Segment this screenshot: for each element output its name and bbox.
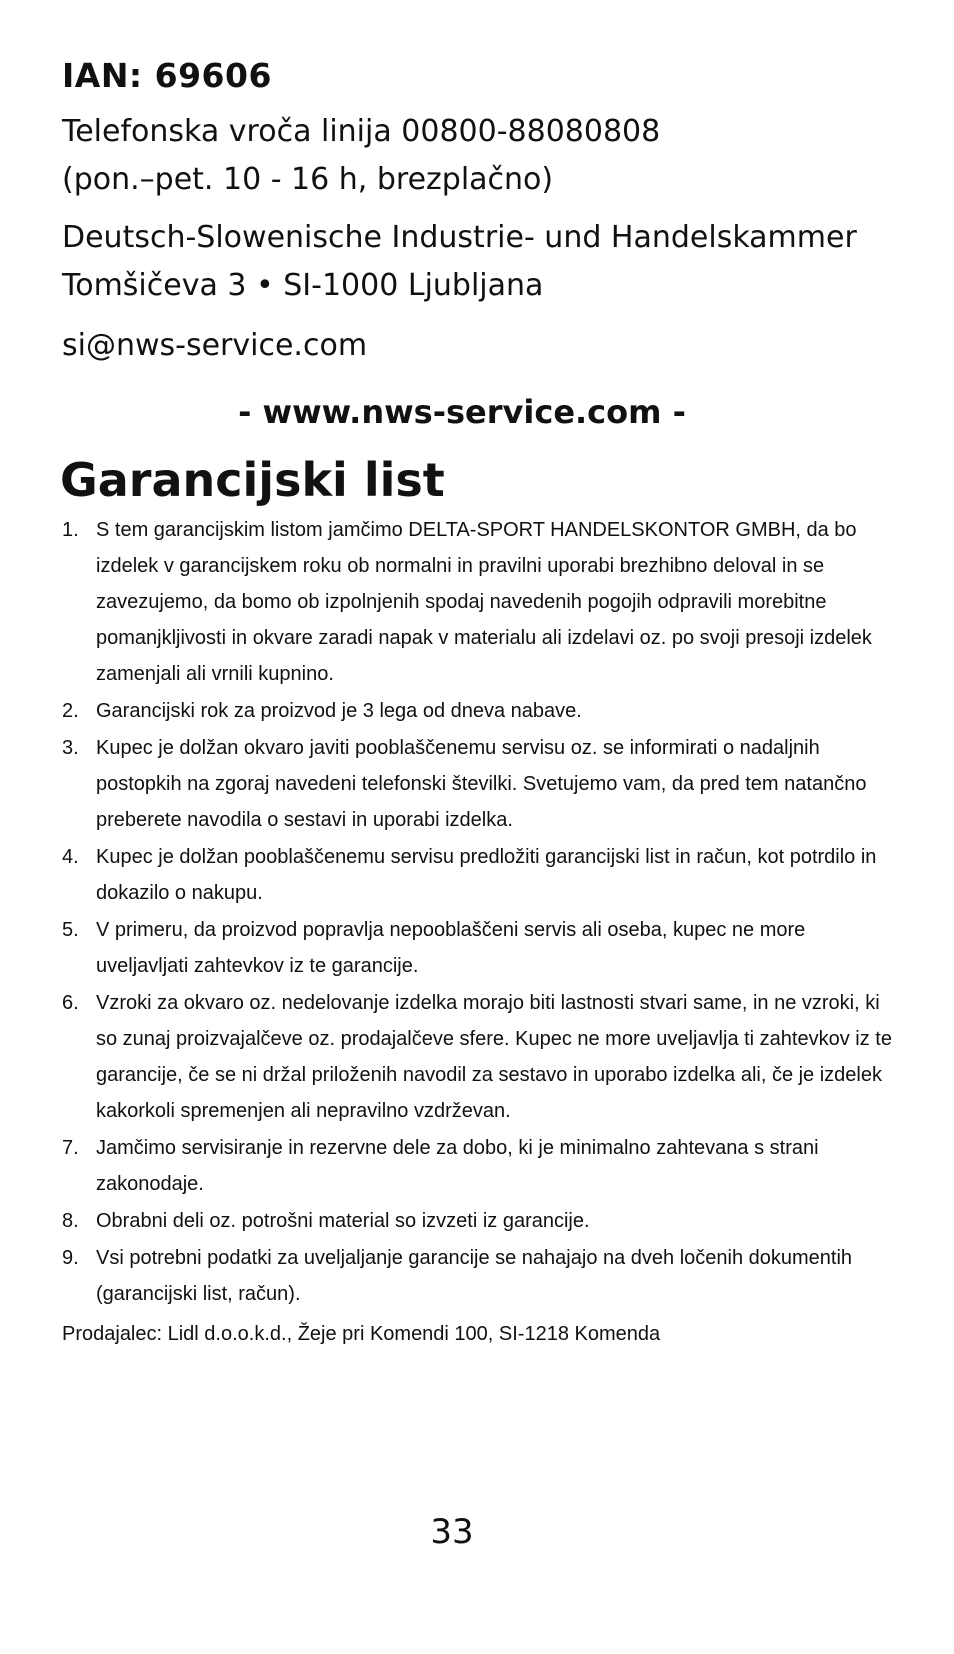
list-item-text: Garancijski rok za proizvod je 3 lega od dneva nabave. — [96, 700, 582, 722]
list-item-number: 6. — [62, 992, 79, 1014]
list-item — [62, 1240, 902, 1312]
list-item — [62, 1203, 902, 1239]
list-item — [62, 839, 902, 911]
organization-name: Deutsch-Slowenische Industrie- und Handelskammer — [62, 220, 857, 255]
list-item-text: Kupec je dolžan pooblaščenemu servisu predložiti garancijski list in račun, kot potrdilo in dokazilo o nakupu. — [96, 846, 877, 904]
list-item-text: Vzroki za okvaro oz. nedelovanje izdelka morajo biti lastnosti stvari same, in ne vzroki, ki so zunaj proizvajalčeve oz. prodajalčeve sfere. Kupec ne more uveljavlja ti zahtevkov iz te garancije, če se ni držal priloženih navodil za sestavo in uporabo izdelka ali, če je izdelek kakorkoli spremenjen ali nepravilno vzdrževan. — [96, 992, 892, 1122]
list-item-text: Vsi potrebni podatki za uveljaljanje garancije se nahajajo na dveh ločenih dokumentih (garancijski list, račun). — [96, 1247, 853, 1305]
list-item — [62, 985, 902, 1129]
warranty-conditions-list — [62, 512, 902, 1312]
hotline-hours: (pon.–pet. 10 - 16 h, brezplačno) — [62, 162, 554, 197]
service-website: - www.nws-service.com - — [238, 393, 686, 431]
list-item-text: Kupec je dolžan okvaro javiti pooblaščenemu servisu oz. se informirati o nadaljnih postopkih na zgoraj navedeni telefonski številki. Svetujemo vam, da pred tem natančno preberete navodila o sestavi in uporabi izdelka. — [96, 737, 867, 831]
list-item-number: 3. — [62, 737, 79, 759]
organization-address: Tomšičeva 3 • SI-1000 Ljubljana — [62, 268, 544, 303]
list-item-number: 7. — [62, 1137, 79, 1159]
list-item-text: Jamčimo servisiranje in rezervne dele za dobo, ki je minimalno zahtevana s strani zakonodaje. — [96, 1137, 819, 1195]
ian-number: IAN: 69606 — [62, 56, 272, 95]
hotline-text: Telefonska vroča linija 00800-88080808 — [62, 114, 661, 149]
list-item-number: 2. — [62, 700, 79, 722]
warranty-title: Garancijski list — [60, 453, 445, 507]
list-item-number: 5. — [62, 919, 79, 941]
list-item-number: 8. — [62, 1210, 79, 1232]
warranty-page — [62, 52, 902, 1352]
list-item-text: V primeru, da proizvod popravlja nepooblaščeni servis ali oseba, kupec ne more uveljavljati zahtevkov iz te garancije. — [96, 919, 806, 977]
list-item — [62, 912, 902, 984]
list-item-number: 4. — [62, 846, 79, 868]
list-item-number: 1. — [62, 519, 79, 541]
list-item-text: S tem garancijskim listom jamčimo DELTA-SPORT HANDELSKONTOR GMBH, da bo izdelek v garancijskem roku ob normalni in pravilni uporabi brezhibno deloval in se zavezujemo, da bomo ob izpolnjenih spodaj navedenih pogojih odpravili morebitne pomanjkljivosti in okvare zaradi napak v materialu ali izdelavi oz. po svoji presoji izdelek zamenjali ali vrnili kupnino. — [96, 519, 872, 685]
list-item-number: 9. — [62, 1247, 79, 1269]
list-item-text: Obrabni deli oz. potrošni material so izvzeti iz garancije. — [96, 1210, 590, 1232]
list-item — [62, 730, 902, 838]
service-email: si@nws-service.com — [62, 328, 368, 363]
list-item — [62, 693, 902, 729]
list-item — [62, 512, 902, 692]
page-number: 33 — [430, 1512, 474, 1552]
list-item — [62, 1130, 902, 1202]
seller-info: Prodajalec: Lidl d.o.o.k.d., Žeje pri Komendi 100, SI-1218 Komenda — [62, 1323, 661, 1345]
